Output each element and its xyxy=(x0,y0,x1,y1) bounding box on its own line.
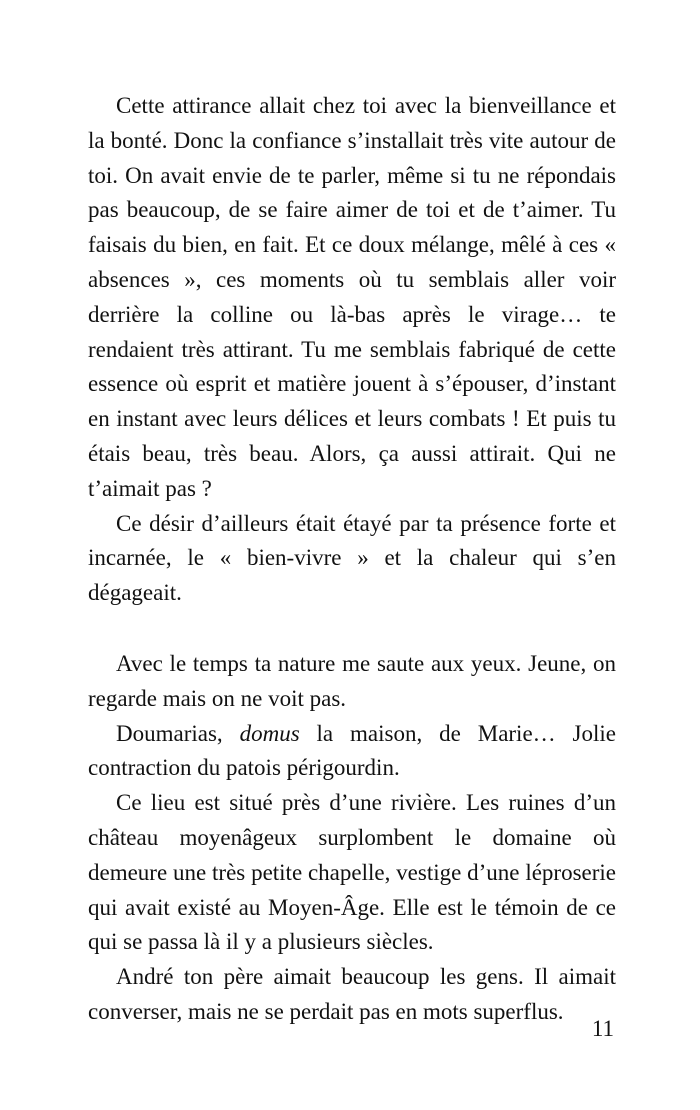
paragraph: Ce désir d’ailleurs était étayé par ta présence forte et incarnée, le « bien-vivre » et la chaleur qui s’en dégageait. xyxy=(88,510,616,606)
paragraph: André ton père aimait beaucoup les gens. Il aimait converser, mais ne se perdait pas en mots superflus. xyxy=(88,964,616,1024)
italic-word: domus xyxy=(239,720,300,746)
section-two xyxy=(88,647,616,1030)
paragraph-text: Doumarias, xyxy=(116,720,240,746)
section-one xyxy=(88,89,616,611)
page-number: 11 xyxy=(591,1016,614,1041)
paragraph-text: la maison, de Marie… Jolie contraction du patois périgourdin. xyxy=(88,720,616,781)
paragraph-doumarias xyxy=(88,717,616,787)
paragraph: Ce lieu est situé près d’une rivière. Les ruines d’un château moyenâgeux surplombent le domaine où demeure une très petite chapelle, vestige d’une léproserie qui avait existé au Moyen-Âge. Elle est le témoin de ce qui se passa là il y a plusieurs siècles. xyxy=(88,790,616,955)
paragraph: Avec le temps ta nature me saute aux yeux. Jeune, on regarde mais on ne voit pas. xyxy=(88,651,616,711)
paragraph: Cette attirance allait chez toi avec la bienveillance et la bonté. Donc la confiance s’installait très vite autour de toi. On avait envie de te parler, même si tu ne répondais pas beaucoup, de se faire aimer de toi et de t’aimer. Tu faisais du bien, en fait. Et ce doux mélange, mêlé à ces « absences », ces moments où tu semblais aller voir derrière la colline ou là-bas après le virage… te rendaient très attirant. Tu me semblais fabriqué de cette essence où esprit et matière jouent à s’épouser, d’instant en instant avec leurs délices et leurs combats ! Et puis tu étais beau, très beau. Alors, ça aussi attirait. Qui ne t’aimait pas ? xyxy=(88,93,616,501)
